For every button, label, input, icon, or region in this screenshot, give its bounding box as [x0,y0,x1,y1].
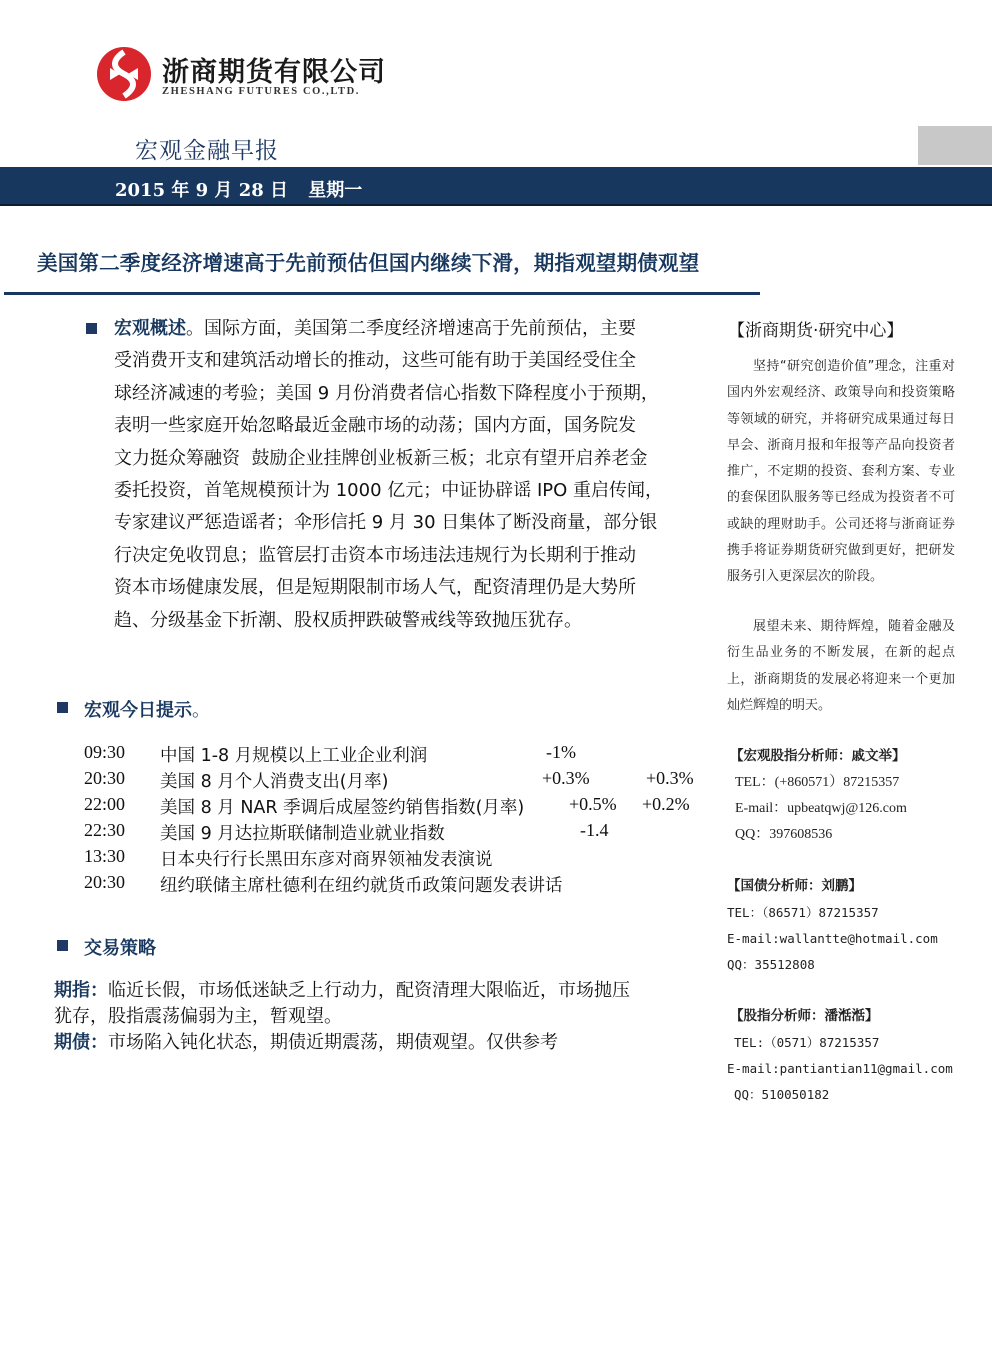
analyst-title: 【国债分析师：刘鹏】 [727,878,862,894]
analyst-qq: QQ：397608536 [735,827,833,842]
analyst-title: 【宏观股指分析师：戚文举】 [730,748,906,764]
header-gray-block [918,126,992,165]
event-time: 22:00 [84,794,126,814]
event-desc: 美国 8 月个人消费支出(月率) [160,772,389,792]
strategy-section-title: 交易策略 [84,938,156,959]
event-desc: 中国 1-8 月规模以上工业企业利润 [160,746,428,766]
overview-line: 球经济减速的考验；美国 9 月份消费者信心指数下降程度小于预期， [114,382,659,404]
analyst-card [727,874,938,978]
report-weekday: 星期一 [308,180,363,201]
overview-line: 表明一些家庭开始忽略最近金融市场的动荡；国内方面，国务院发 [114,415,636,437]
event-forecast: +0.3% [646,768,694,788]
overview-label: 宏观概述 [114,318,186,339]
analyst-tel: TEL：(+860571）87215357 [735,775,900,790]
event-time: 20:30 [84,872,126,892]
analyst-card [730,744,907,848]
research-center-heading: 【浙商期货·研究中心】 [728,321,904,341]
index-futures-label: 期指： [54,980,108,1001]
event-value: -1.4 [580,820,609,840]
today-suffix: 。 [192,700,210,721]
analyst-card [727,1004,953,1108]
report-date: 2015 年 9 月 28 日 [115,180,289,201]
analyst-tel: TEL:（0571）87215357 [734,1035,880,1050]
overview-line: 委托投资，首笔规模预计为 1000 亿元；中证协辟谣 IPO 重启传闻， [114,480,664,502]
bond-futures-label: 期债： [54,1032,108,1053]
overview-line: 专家建议严惩造谣者；伞形信托 9 月 30 日集体了断没商量，部分银 [114,512,658,534]
analyst-email: E-mail:wallantte@hotmail.com [727,931,938,946]
overview-line: 趋、分级基金下折潮、股权质押跌破警戒线等致抛压犹存。 [114,609,582,631]
bond-futures-text: 市场陷入钝化状态，期债近期震荡，期债观望。仅供参考 [108,1032,558,1053]
event-time: 22:30 [84,820,126,840]
overview-bullet-icon [86,323,97,334]
today-section-title [84,696,210,722]
company-name-en: ZHESHANG FUTURES CO.,LTD. [162,86,361,97]
overview-line: 资本市场健康发展，但是短期限制市场人气，配资清理仍是大势所 [114,577,636,599]
company-logo-icon [96,46,152,102]
analyst-qq: QQ：510050182 [734,1087,830,1102]
overview-line: 行决定免收罚息；监管层打击资本市场违法违规行为长期利于推动 [114,544,636,566]
analyst-qq: QQ：35512808 [727,957,815,972]
headline: 美国第二季度经济增速高于先前预估但国内继续下滑，期指观望期债观望 [37,251,700,275]
event-desc: 美国 9 月达拉斯联储制造业就业指数 [160,824,445,844]
event-value: -1% [546,742,576,762]
event-value: +0.5% [569,794,617,814]
event-value: +0.3% [542,768,590,788]
index-futures-text: 临近长假，市场低迷缺乏上行动力，配资清理大限临近，市场抛压 [108,980,630,1001]
research-center-intro: 坚持“研究创造价值”理念，注重对国内外宏观经济、政策导向和投资策略等领域的研究，并将研究成果通过每日早会、浙商月报和年报等产品向投资者推广，不定期的投资、套利方案、专业的套保团队服务等已经成为投资者不可或缺的理财助手。公司还将与浙商证券携手将证券期货研究做到更好，把研发服务引入更深层次的阶段。 [727,359,955,585]
company-name-cn: 浙商期货有限公司 [162,57,386,88]
overview-line: 受消费开支和建筑活动增长的推动，这些可能有助于美国经受住全 [114,350,636,372]
date-text [115,176,376,202]
index-futures-text-cont: 犹存，股指震荡偏弱为主，暂观望。 [54,1006,342,1027]
analyst-title: 【股指分析师：潘湉湉】 [730,1008,879,1024]
overview-paragraph [114,313,714,637]
event-time: 20:30 [84,768,126,788]
strategy-bullet-icon [57,940,68,951]
event-time: 09:30 [84,742,126,762]
event-desc: 纽约联储主席杜德利在纽约就货币政策问题发表讲话 [160,876,563,896]
analyst-email: E-mail:pantiantian11@gmail.com [727,1061,953,1076]
research-center-outlook: 展望未来、期待辉煌，随着金融及衍生品业务的不断发展，在新的起点上，浙商期货的发展必将迎来一个更加灿烂辉煌的明天。 [727,619,955,713]
strategy-block [54,978,706,1056]
analyst-tel: TEL：（86571）87215357 [727,905,879,920]
today-label: 宏观今日提示 [84,700,192,721]
event-desc: 美国 8 月 NAR 季调后成屋签约销售指数(月率) [160,798,525,818]
event-time: 13:30 [84,846,126,866]
event-desc: 日本央行行长黑田东彦对商界领袖发表演说 [160,850,493,870]
today-bullet-icon [57,702,68,713]
overview-line: 。国际方面，美国第二季度经济增速高于先前预估，主要 [186,318,636,339]
analyst-email: E-mail：upbeatqwj@126.com [735,801,907,816]
headline-divider [4,292,760,295]
report-title: 宏观金融早报 [135,138,279,164]
overview-line: 文力挺众筹融资 鼓励企业挂牌创业板新三板；北京有望开启养老金 [114,447,648,469]
event-forecast: +0.2% [642,794,690,814]
